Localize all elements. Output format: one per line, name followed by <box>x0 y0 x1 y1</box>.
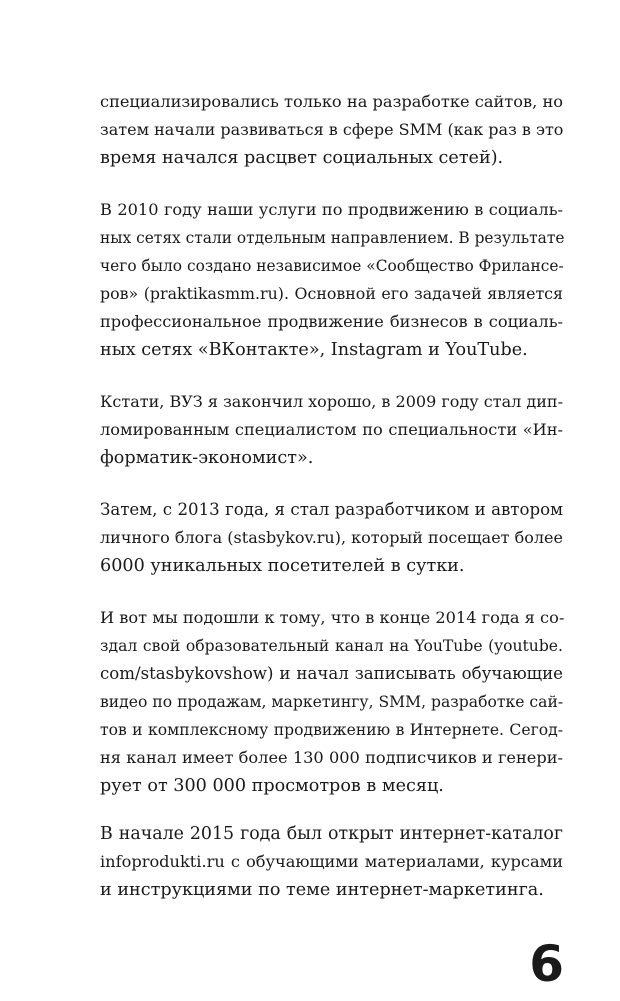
text-line: ня канал имеет более 130 000 подписчиков и генери- <box>100 748 563 767</box>
text-line: профессиональное продвижение бизнесов в социаль- <box>100 312 563 331</box>
text-line: com/stasbykovshow) и начал записывать обучающие <box>100 664 563 683</box>
text-line: Кстати, ВУЗ я закончил хорошо, в 2009 году стал дип- <box>100 392 563 411</box>
text-line: чего было создано независимое «Сообщество Фрилансе- <box>100 257 564 275</box>
text-line: форматик-экономист». <box>100 448 314 468</box>
text-line: тов и комплексному продвижению в Интернете. Сегод- <box>100 721 563 739</box>
text-line: Затем, с 2013 года, я стал разработчиком и автором <box>100 500 563 519</box>
text-line: ломированным специалистом по специальности «Ин- <box>100 420 563 439</box>
text-line: ров» (praktikasmm.ru). Основной его задачей является <box>100 284 563 303</box>
text-line: 6000 уникальных посетителей в сутки. <box>100 556 465 576</box>
text-line: В 2010 году наши услуги по продвижению в социаль- <box>100 200 563 219</box>
text-line: ных сетях «ВКонтакте», Instagram и YouTube. <box>100 340 528 360</box>
text-line: личного блога (stasbykov.ru), который посещает более <box>100 528 563 547</box>
text-line: ных сетях стали отдельным направлением. В результате <box>100 229 565 247</box>
text-line: В начале 2015 года был открыт интернет-каталог <box>100 824 563 844</box>
text-line: И вот мы подошли к тому, что в конце 2014 года я со- <box>100 608 565 627</box>
text-line: здал свой образовательный канал на YouTube (youtube. <box>100 637 563 655</box>
text-line: специализировались только на разработке сайтов, но <box>100 92 563 111</box>
text-line: рует от 300 000 просмотров в месяц. <box>100 776 444 796</box>
text-line: infoprodukti.ru с обучающими материалами, курсами <box>100 852 563 871</box>
text-line: затем начали развиваться в сфере SMM (как раз в это <box>100 120 564 139</box>
text-line: и инструкциями по теме интернет-маркетинга. <box>100 880 544 900</box>
text-line: видео по продажам, маркетингу, SMM, разработке сай- <box>100 693 564 711</box>
text-line: время начался расцвет социальных сетей). <box>100 148 504 168</box>
page-number: 6 <box>529 935 564 993</box>
